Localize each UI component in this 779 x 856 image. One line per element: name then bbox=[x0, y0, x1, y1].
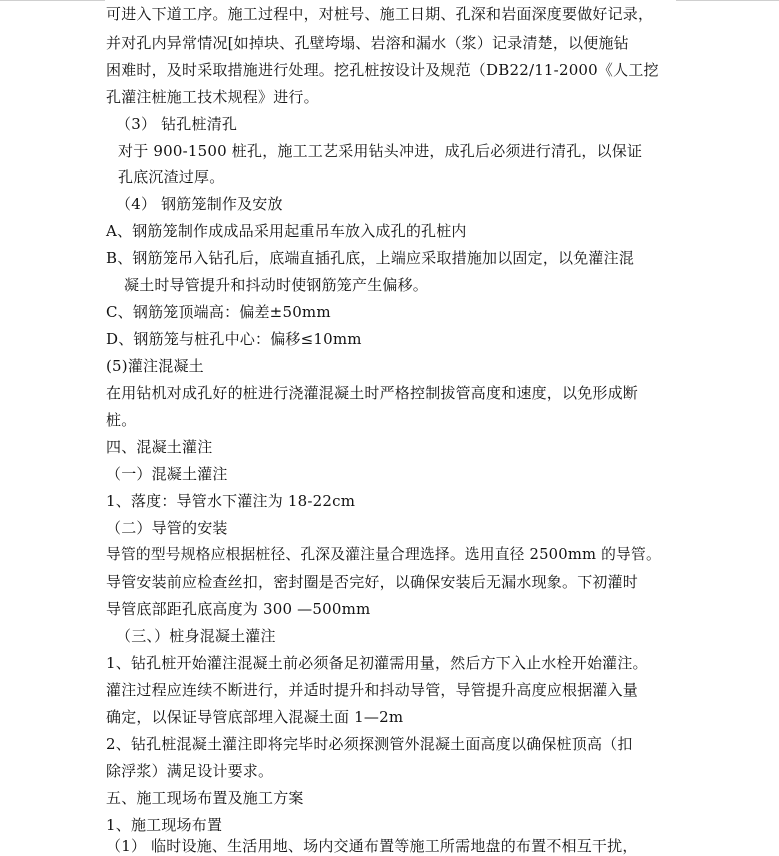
text-line: 1、落度：导管水下灌注为 18-22cm bbox=[106, 492, 356, 510]
section-heading: （一）混凝土灌注 bbox=[106, 465, 228, 483]
header-rule-right bbox=[676, 0, 779, 1]
text-line: 并对孔内异常情况[如掉块、孔壁垮塌、岩溶和漏水（浆）记录清楚，以便施钻 bbox=[106, 34, 629, 52]
text-line: 孔底沉渣过厚。 bbox=[118, 168, 225, 186]
text-line: 导管安装前应检查丝扣，密封圈是否完好，以确保安装后无漏水现象。下初灌时 bbox=[106, 573, 639, 591]
section-heading: 1、施工现场布置 bbox=[106, 816, 223, 834]
text-line: 1、钻孔桩开始灌注混凝土前必须备足初灌需用量，然后方下入止水栓开始灌注。 bbox=[106, 654, 648, 672]
list-item: B、钢筋笼吊入钻孔后，底端直插孔底，上端应采取措施加以固定，以免灌注混 bbox=[106, 249, 635, 267]
list-item: A、钢筋笼制作成成品采用起重吊车放入成孔的孔桩内 bbox=[106, 222, 467, 240]
text-line: 对于 900-1500 桩孔，施工工艺采用钻头冲进，成孔后必须进行清孔，以保证 bbox=[118, 142, 643, 160]
text-line: 在用钻机对成孔好的桩进行浇灌混凝土时严格控制拔管高度和速度，以免形成断 bbox=[106, 384, 639, 402]
section-heading: （3） 钻孔桩清孔 bbox=[116, 115, 238, 133]
list-item: D、钢筋笼与桩孔中心：偏移≤10mm bbox=[106, 330, 362, 348]
text-line: 可进入下道工序。施工过程中，对桩号、施工日期、孔深和岩面深度要做好记录， bbox=[106, 5, 654, 23]
text-line: 2、钻孔桩混凝土灌注即将完毕时必须探测管外混凝土面高度以确保桩顶高（扣 bbox=[106, 735, 633, 753]
text-line: 确定，以保证导管底部埋入混凝土面 1—2m bbox=[106, 708, 404, 726]
header-rule-left bbox=[0, 0, 105, 1]
chapter-heading: 五、施工现场布置及施工方案 bbox=[106, 789, 304, 807]
list-item: C、钢筋笼顶端高：偏差±50mm bbox=[106, 303, 331, 321]
text-line: 灌注过程应连续不断进行，并适时提升和抖动导管，导管提升高度应根据灌入量 bbox=[106, 681, 639, 699]
text-line: 导管底部距孔底高度为 300 —500mm bbox=[106, 600, 371, 618]
section-heading: (5)灌注混凝土 bbox=[106, 357, 204, 375]
text-line: 除浮浆）满足设计要求。 bbox=[106, 762, 274, 780]
text-line: 孔灌注桩施工技术规程》进行。 bbox=[106, 88, 319, 106]
text-line: 导管的型号规格应根据桩径、孔深及灌注量合理选择。选用直径 2500mm 的导管。 bbox=[106, 546, 661, 563]
text-line: 凝土时导管提升和抖动时使钢筋笼产生偏移。 bbox=[124, 276, 429, 294]
chapter-heading: 四、混凝土灌注 bbox=[106, 438, 213, 456]
section-heading: （三、）桩身混凝土灌注 bbox=[116, 627, 276, 645]
text-line: （1） 临时设施、生活用地、场内交通布置等施工所需地盘的布置不相互干扰， bbox=[106, 837, 638, 855]
text-line: 桩。 bbox=[106, 411, 137, 429]
section-heading: （4） 钢筋笼制作及安放 bbox=[116, 195, 283, 213]
text-line: 困难时，及时采取措施进行处理。挖孔桩按设计及规范（DB22/11-2000《人工挖 bbox=[106, 61, 659, 79]
section-heading: （二）导管的安装 bbox=[106, 519, 228, 537]
